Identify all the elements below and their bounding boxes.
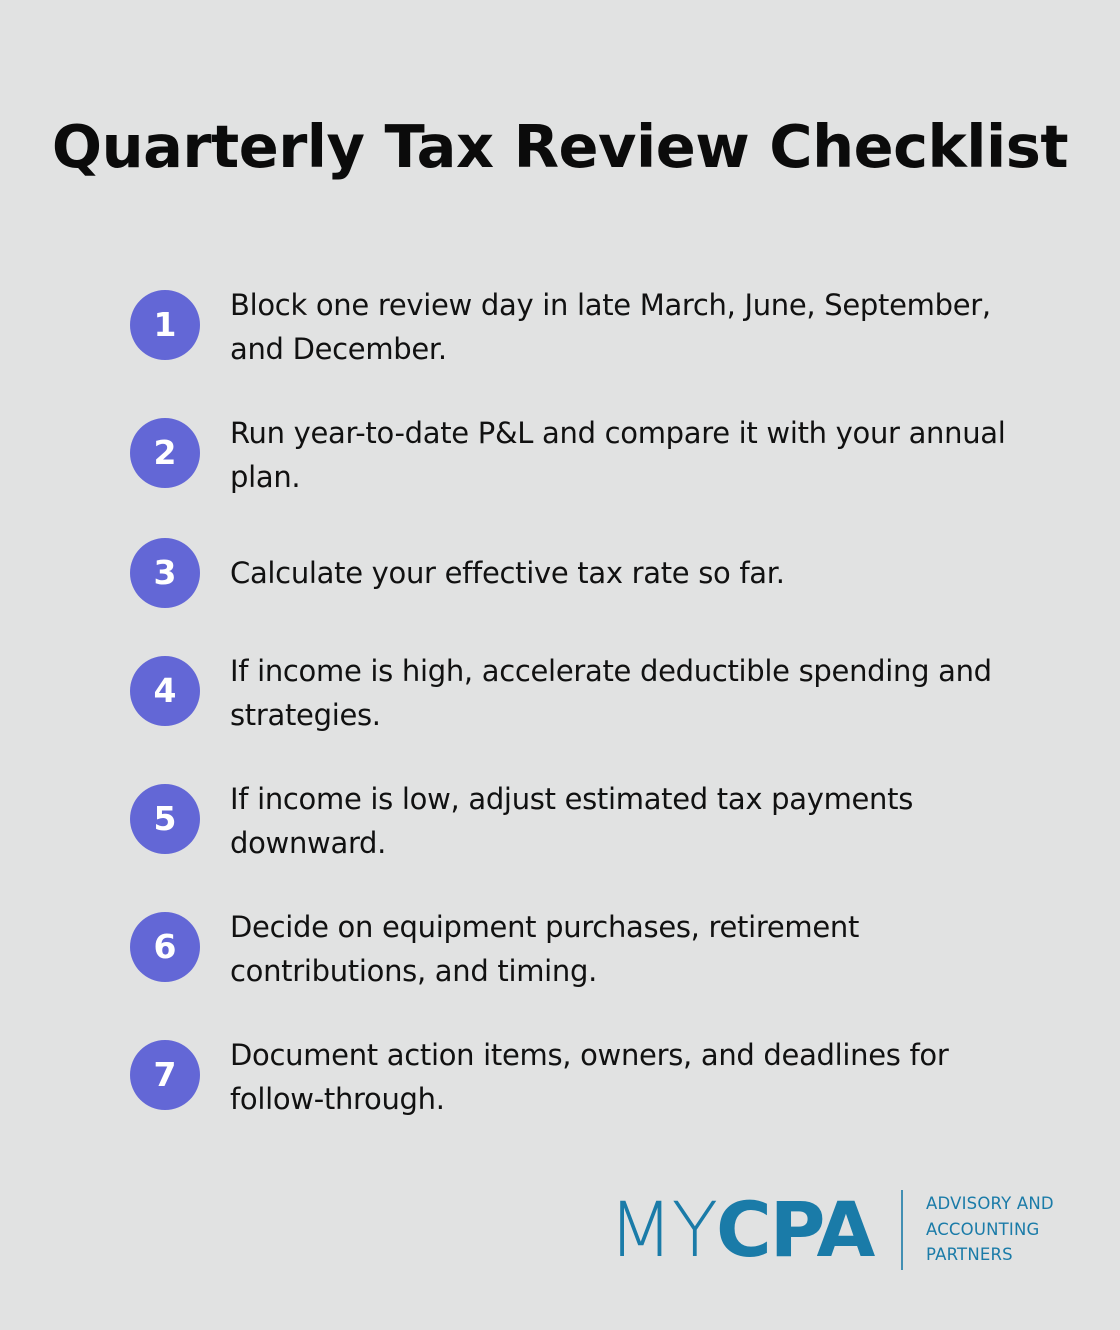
step-text: Decide on equipment purchases, retirement contributions, and timing. <box>230 910 860 988</box>
step-text: Run year-to-date P&L and compare it with your annual plan. <box>230 416 1006 494</box>
step-number-badge: 7 <box>130 1040 200 1110</box>
logo-wordmark-my: MY <box>608 1185 716 1274</box>
step-number-badge: 1 <box>130 290 200 360</box>
logo-tagline-line: ADVISORY AND <box>926 1194 1054 1213</box>
logo-wordmark <box>608 1185 874 1274</box>
logo-tagline-line: PARTNERS <box>926 1245 1013 1264</box>
step-number-badge: 2 <box>130 418 200 488</box>
logo-tagline-line: ACCOUNTING <box>926 1219 1040 1239</box>
logo-divider <box>901 1190 903 1270</box>
step-text: Calculate your effective tax rate so far. <box>230 556 785 590</box>
page-title: Quarterly Tax Review Checklist <box>51 112 1069 181</box>
step-number-badge: 4 <box>130 656 200 726</box>
step-number-badge: 5 <box>130 784 200 854</box>
step-text: Block one review day in late March, June, September, and December. <box>230 288 991 366</box>
step-number-badge: 3 <box>130 538 200 608</box>
step-text: If income is high, accelerate deductible spending and strategies. <box>230 654 992 732</box>
step-text: Document action items, owners, and deadlines for follow-through. <box>230 1038 949 1116</box>
company-logo <box>608 1185 1068 1274</box>
logo-wordmark-cpa: CPA <box>716 1185 874 1274</box>
step-text: If income is low, adjust estimated tax payments downward. <box>230 782 914 860</box>
step-number-badge: 6 <box>130 912 200 982</box>
logo-tagline <box>926 1191 1054 1268</box>
